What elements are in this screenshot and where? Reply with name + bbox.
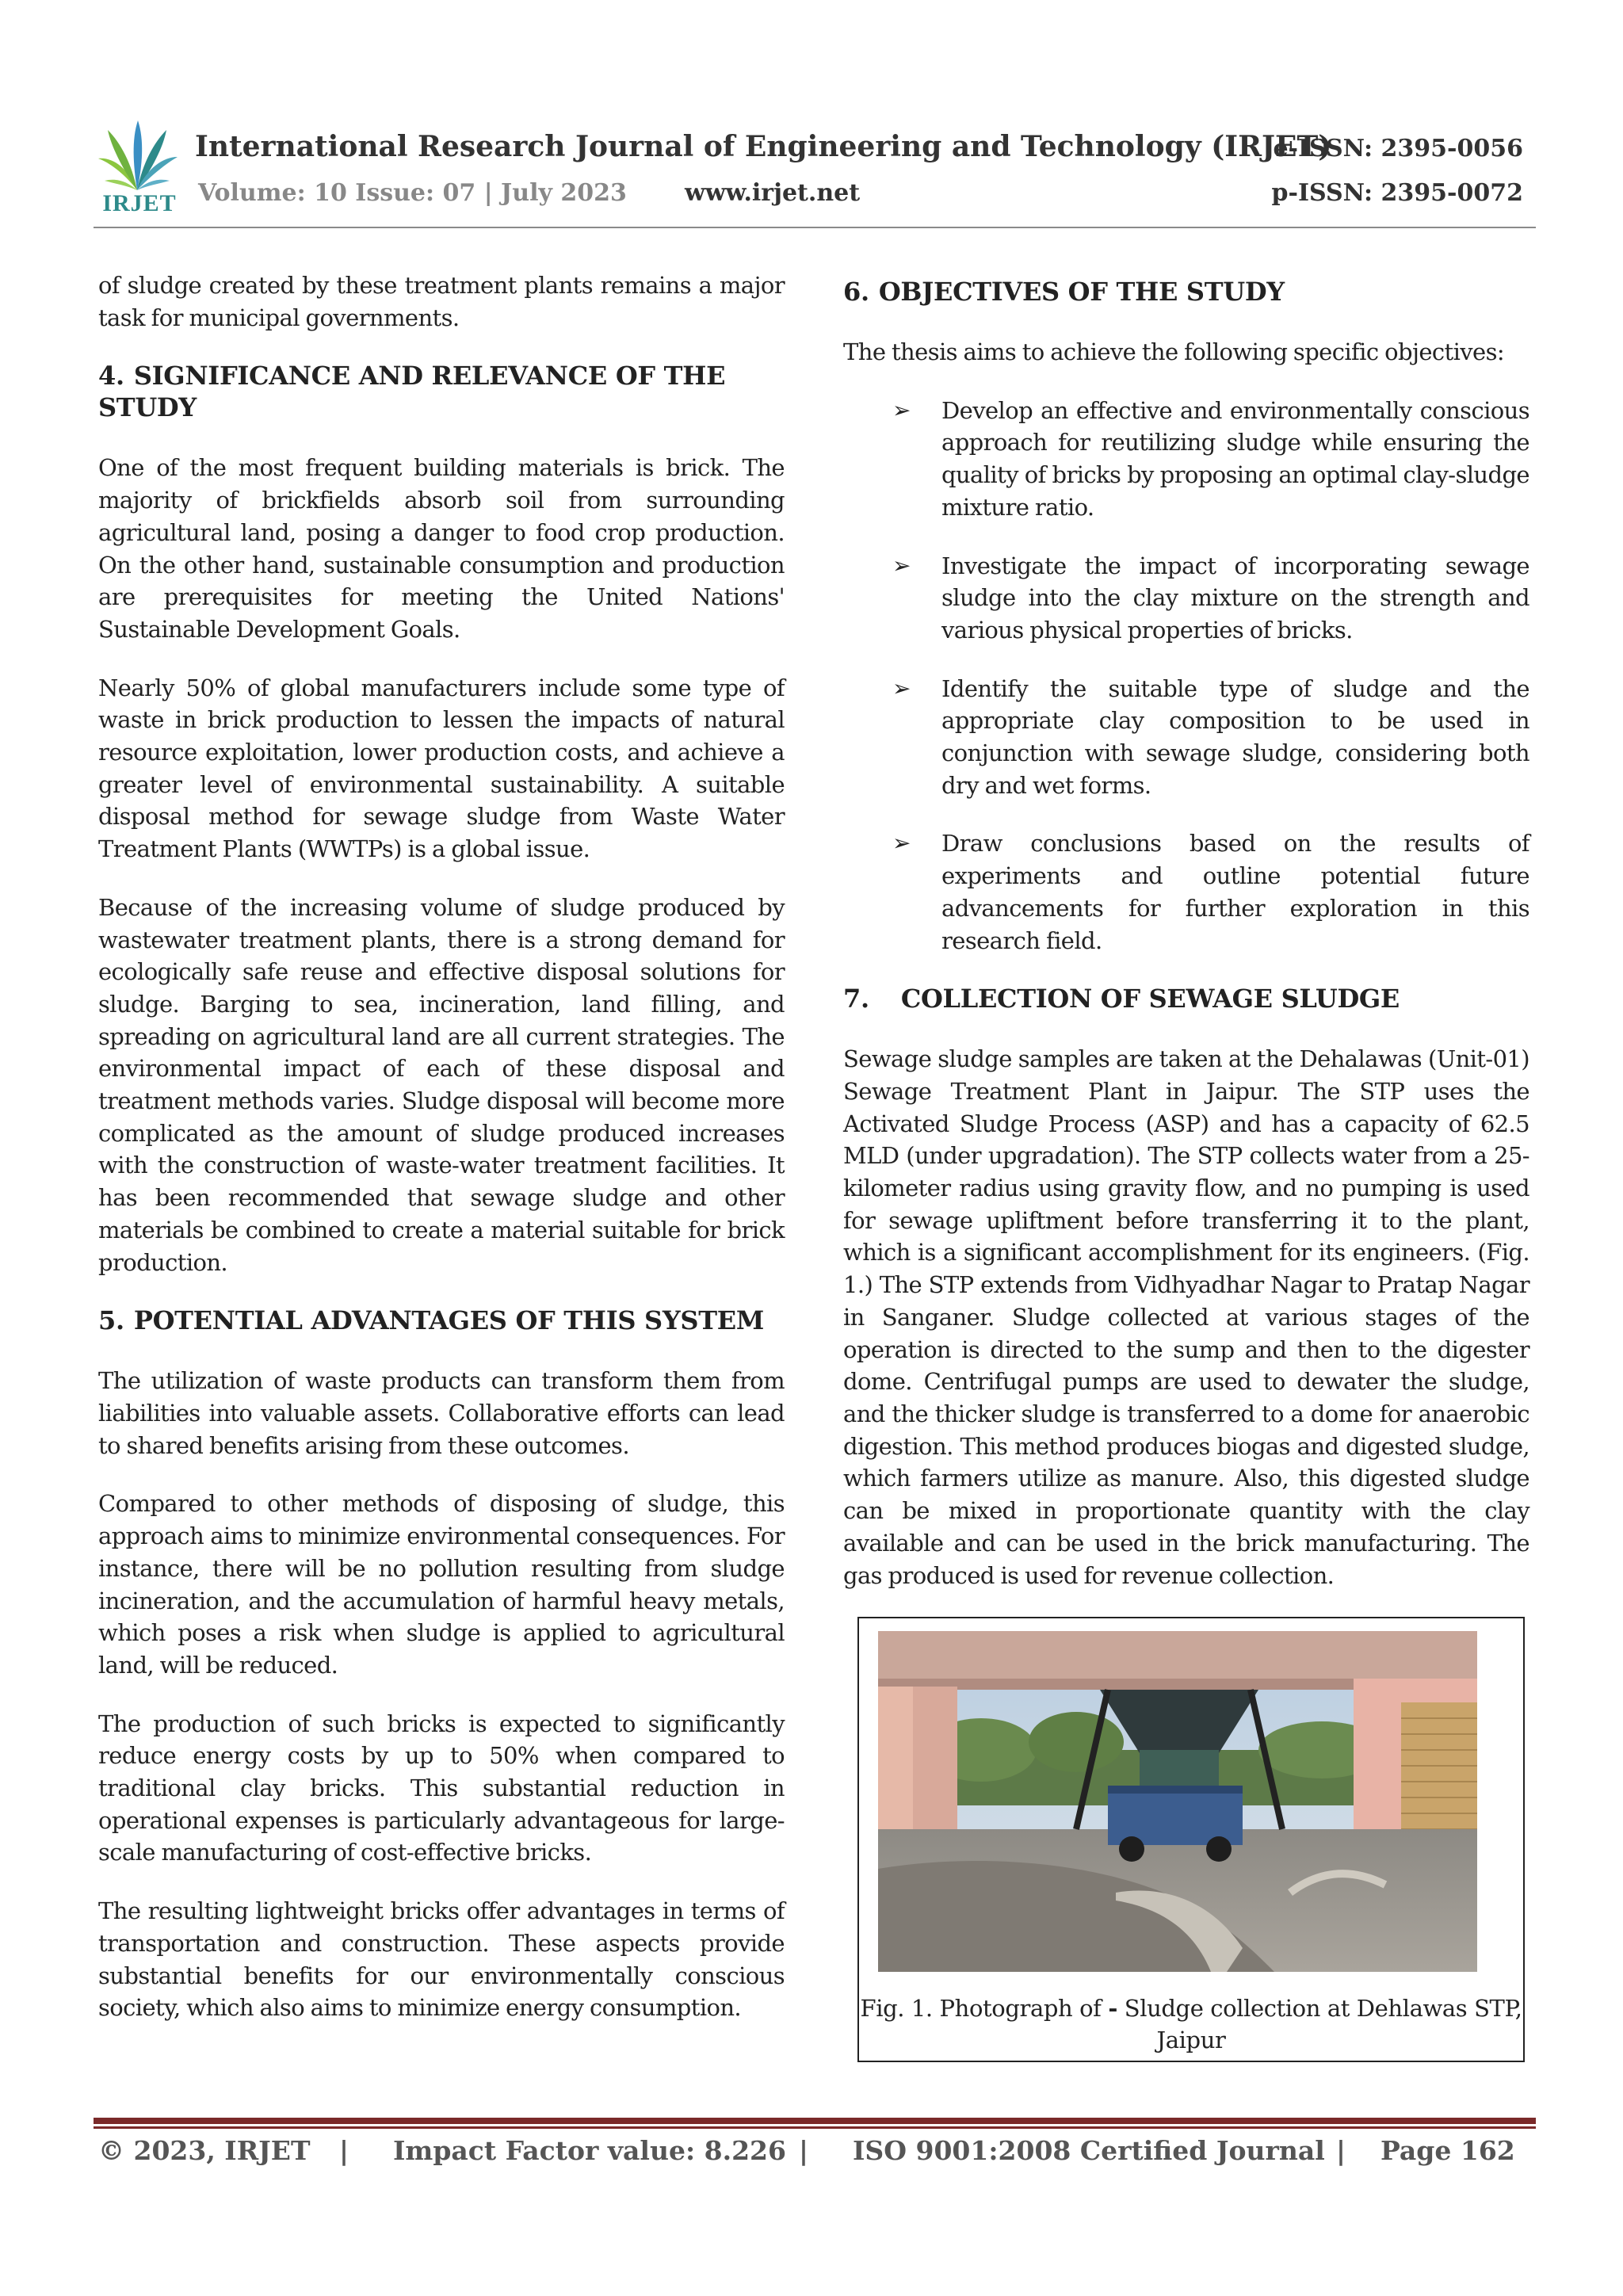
journal-website-link[interactable]: www.irjet.net [685, 179, 861, 207]
list-item [843, 827, 1529, 957]
footer-separator: | [1336, 2135, 1346, 2166]
page-footer [98, 2135, 1525, 2175]
list-item-text: Develop an effective and environmentally conscious approach for reutilizing sludge while ensuring the quality of bricks by proposing an optimal clay-sludge mixture ratio. [941, 396, 1529, 521]
section-4-heading [98, 360, 785, 423]
copyright: © 2023, IRJET [98, 2135, 311, 2166]
section-6-heading [843, 276, 1529, 308]
figure-1 [857, 1617, 1525, 2062]
volume-issue: Volume: 10 Issue: 07 | July 2023 [198, 179, 627, 207]
impact-factor: Impact Factor value: 8.226 [393, 2135, 786, 2166]
sludge-collection-photo [878, 1631, 1477, 1972]
section-title: OBJECTIVES OF THE STUDY [878, 277, 1285, 307]
section-title: POTENTIAL ADVANTAGES OF THIS SYSTEM [133, 1305, 764, 1336]
section-5-heading [98, 1305, 785, 1336]
page-header [94, 111, 1536, 230]
arrow-bullet-icon: ➢ [892, 830, 911, 857]
list-item-text: Draw conclusions based on the results of experiments and outline potential future advancements for further exploration in this research field. [941, 830, 1529, 954]
paragraph: Because of the increasing volume of sludge produced by wastewater treatment plants, there is a strong demand for ecologically safe reuse and effective disposal solutions for sludge. Barging to sea, incineration, land filling, and spreading on agricultural land are all current strategies. The environmental impact of each of these disposal and treatment methods varies. Sludge disposal will become more complicated as the amount of sludge produced increases with the construction of waste-water treatment facilities. It has been recommended that sewage sludge and other materials be combined to create a material suitable for brick production. [98, 893, 785, 1276]
caption-dash: - [1108, 1995, 1117, 2022]
paragraph: The resulting lightweight bricks offer advantages in terms of transportation and construction. These aspects provide substantial benefits for our environmentally conscious society, which also aims to minimize energy consumption. [98, 1897, 785, 2022]
section-7-heading [843, 983, 1529, 1014]
figure-caption [859, 1992, 1523, 2056]
arrow-bullet-icon: ➢ [892, 396, 911, 423]
footer-divider [94, 2118, 1536, 2124]
intro-continuation: of sludge created by these treatment plants remains a major task for municipal governments. [98, 272, 785, 331]
iso-certification: ISO 9001:2008 Certified Journal [853, 2135, 1325, 2166]
journal-title: International Research Journal of Engineering and Technology (IRJET) [195, 130, 1332, 163]
list-item [843, 673, 1529, 802]
irjet-logo-icon [94, 119, 181, 195]
list-item-text: Investigate the impact of incorporating sewage sludge into the clay mixture on the strength and various physical properties of bricks. [941, 552, 1529, 644]
objectives-intro: The thesis aims to achieve the following specific objectives: [843, 338, 1505, 365]
list-item-text: Identify the suitable type of sludge and the appropriate clay composition to be used in conjunction with sewage sludge, considering both dry and wet forms. [941, 674, 1529, 799]
e-issn: e-ISSN: 2395-0056 [1273, 135, 1523, 162]
left-column [98, 269, 785, 2050]
footer-separator: | [339, 2135, 349, 2166]
arrow-bullet-icon: ➢ [892, 674, 911, 701]
section-number: 4. [98, 361, 124, 392]
section-title: SIGNIFICANCE AND RELEVANCE OF THE STUDY [98, 361, 726, 423]
logo-text: IRJET [102, 190, 177, 216]
paragraph: Compared to other methods of disposing of sludge, this approach aims to minimize environmental consequences. For instance, there will be no pollution resulting from sludge incineration, and the accumulation of harmful heavy metals, which poses a risk when sludge is applied to agricultural land, will be reduced. [98, 1490, 785, 1679]
header-divider [94, 227, 1536, 228]
right-column [843, 269, 1529, 1618]
list-item [843, 395, 1529, 524]
footer-divider-thin [94, 2126, 1536, 2129]
p-issn: p-ISSN: 2395-0072 [1271, 179, 1523, 207]
page-number: Page 162 [1381, 2135, 1515, 2166]
section-number: 5. [98, 1305, 124, 1336]
caption-text: Sludge collection at Dehlawas STP, Jaipur [1117, 1995, 1522, 2053]
irjet-logo [94, 119, 181, 214]
paragraph: The utilization of waste products can transform them from liabilities into valuable assets. Collaborative efforts can lead to shared benefits arising from these outcomes. [98, 1367, 785, 1459]
section-number: 6. [843, 277, 869, 307]
list-item [843, 550, 1529, 647]
footer-separator: | [799, 2135, 809, 2166]
paragraph: Sewage sludge samples are taken at the Dehalawas (Unit-01) Sewage Treatment Plant in Jaipur. The STP uses the Activated Sludge Process (ASP) and has a capacity of 62.5 MLD (under upgradation). The STP collects water from a 25-kilometer radius using gravity flow, and no pumping is used for sewage upliftment before transferring it to the plant, which is a significant accomplishment for its engineers. (Fig. 1.) The STP extends from Vidhyadhar Nagar to Pratap Nagar in Sanganer. Sludge collected at various stages of the operation is directed to the sump and then to the digester dome. Centrifugal pumps are used to dewater the sludge, and the thicker sludge is transferred to a dome for anaerobic digestion. This method produces biogas and digested sludge, which farmers utilize as manure. Also, this digested sludge can be mixed in proportionate quantity with the clay available and can be used in the brick manufacturing. The gas produced is used for revenue collection. [843, 1045, 1529, 1589]
paragraph: One of the most frequent building materials is brick. The majority of brickfields absorb soil from surrounding agricultural land, posing a danger to food crop production. On the other hand, sustainable consumption and production are prerequisites for meeting the United Nations' Sustainable Development Goals. [98, 454, 785, 643]
caption-prefix: Fig. 1. Photograph of [860, 1995, 1109, 2022]
paragraph: The production of such bricks is expected to significantly reduce energy costs by up to 50% when compared to traditional clay bricks. This substantial reduction in operational expenses is particularly advantageous for large-scale manufacturing of cost-effective bricks. [98, 1710, 785, 1866]
objectives-list [843, 395, 1529, 957]
arrow-bullet-icon: ➢ [892, 552, 911, 579]
section-title: COLLECTION OF SEWAGE SLUDGE [900, 984, 1400, 1014]
paragraph: Nearly 50% of global manufacturers include some type of waste in brick production to lessen the impacts of natural resource exploitation, lower production costs, and achieve a greater level of environmental sustainability. A suitable disposal method for sewage sludge from Waste Water Treatment Plants (WWTPs) is a global issue. [98, 674, 785, 863]
photo-illustration [878, 1631, 1477, 1972]
section-number: 7. [843, 984, 869, 1014]
